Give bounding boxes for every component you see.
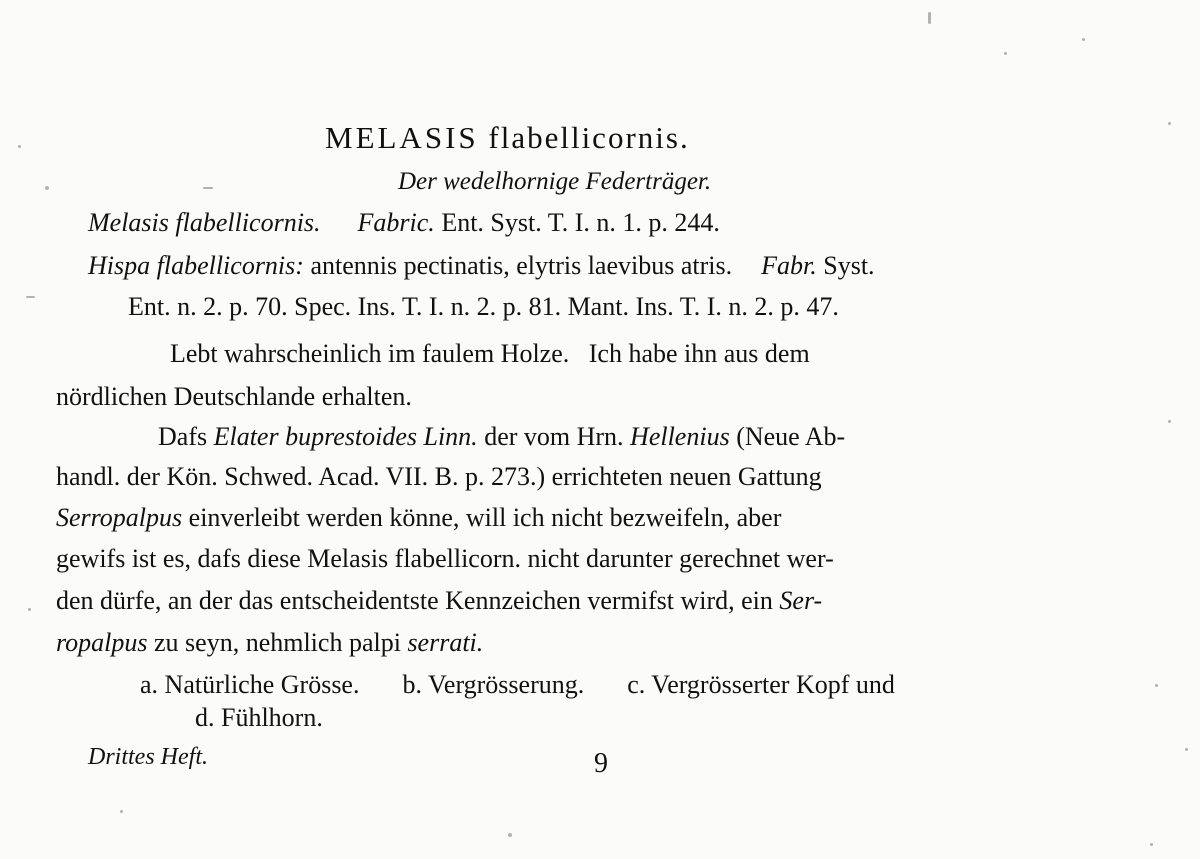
paragraph-2-line-4: gewifs ist es, dafs diese Melasis flabellicorn. nicht darunter gerechnet wer-: [56, 544, 834, 573]
speck: [1155, 684, 1158, 687]
reference-line-2: [88, 253, 875, 279]
paragraph-2-line-3: [56, 505, 781, 531]
paragraph-2-line-5: [56, 588, 822, 614]
paragraph-2-line-2: handl. der Kön. Schwed. Acad. VII. B. p. 273.) errichteten neuen Gattung: [56, 462, 822, 491]
reference-author: Fabric.: [357, 208, 435, 237]
speck: [203, 187, 213, 189]
signature-number: 9: [594, 748, 608, 779]
figure-item-c: c. Vergrösserter Kopf und: [627, 670, 895, 699]
synonym-name: Hispa flabellicornis:: [88, 251, 304, 280]
text-fragment: den dürfe, an der das entscheidentste Kennzeichen vermifst wird, ein: [56, 586, 773, 615]
issue-label: Drittes Heft.: [88, 744, 208, 770]
paragraph-1-line-2: nördlichen Deutschlande erhalten.: [56, 382, 412, 411]
speck: [18, 145, 21, 148]
speck: [45, 186, 49, 190]
paragraph-2-line-1: [158, 424, 845, 450]
speck: [1185, 748, 1188, 751]
text-fragment: der vom Hrn.: [484, 422, 624, 451]
title-genus: MELASIS: [325, 120, 479, 155]
title-species: flabellicornis.: [488, 120, 690, 155]
italic-name: Serropalpus: [56, 503, 183, 532]
italic-name: Ser-: [779, 586, 823, 615]
reference-text: Syst.: [823, 251, 875, 280]
figure-item-b: b. Vergrösserung.: [402, 670, 585, 699]
italic-name: Elater buprestoides Linn.: [213, 422, 478, 451]
figure-item-a: a. Natürliche Grösse.: [140, 670, 360, 699]
speck: [1082, 38, 1085, 41]
reference-line-1: [88, 210, 720, 236]
reference-text: Ent. Syst. T. I. n. 1. p. 244.: [441, 208, 720, 237]
figure-item-d: d. Fühlhorn.: [195, 703, 323, 732]
page-title: [325, 122, 690, 153]
paragraph-1-line-1: Lebt wahrscheinlich im faulem Holze. Ich habe ihn aus dem: [170, 339, 810, 368]
speck: [1150, 843, 1153, 846]
italic-name: ropalpus: [56, 628, 148, 657]
text-fragment: einverleibt werden könne, will ich nicht bezweifeln, aber: [188, 503, 782, 532]
speck: [928, 12, 931, 24]
text-fragment: Dafs: [158, 422, 208, 451]
reference-continuation: Ent. n. 2. p. 70. Spec. Ins. T. I. n. 2. p. 81. Mant. Ins. T. I. n. 2. p. 47.: [128, 292, 839, 321]
species-name: Melasis flabellicornis.: [88, 208, 321, 237]
speck: [1004, 52, 1007, 55]
text-fragment: (Neue Ab-: [736, 422, 846, 451]
italic-name: Hellenius: [630, 422, 730, 451]
speck: [28, 608, 31, 611]
text-fragment: zu seyn, nehmlich palpi: [154, 628, 401, 657]
italic-name: serrati.: [407, 628, 484, 657]
reference-author: Fabr.: [761, 251, 817, 280]
speck: [1168, 420, 1171, 423]
paragraph-2-line-6: [56, 630, 483, 656]
speck: [1168, 122, 1171, 125]
figure-legend: [140, 672, 895, 698]
speck: [120, 810, 123, 813]
speck: [26, 296, 35, 298]
speck: [508, 833, 512, 837]
page-subtitle: Der wedelhornige Federträger.: [398, 168, 712, 195]
reference-text: antennis pectinatis, elytris laevibus atris.: [310, 251, 733, 280]
